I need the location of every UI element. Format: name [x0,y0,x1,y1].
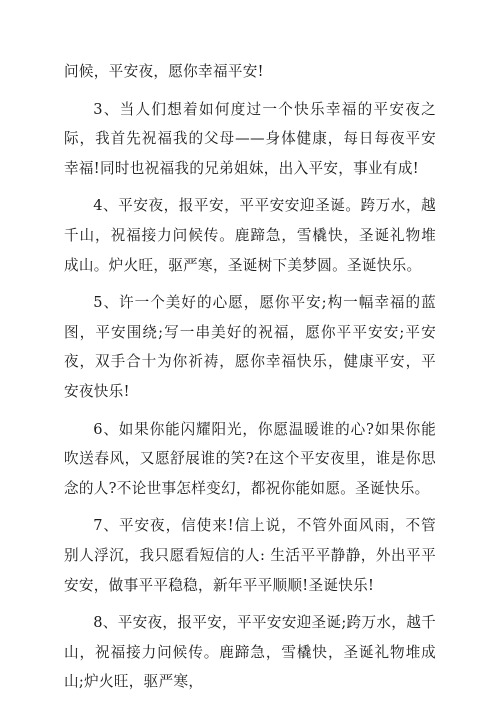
paragraph-item-4: 4、平安夜，报平安，平平安安迎圣诞。跨万水，越千山，祝福接力问候传。鹿蹄急，雪橇快，圣诞礼物堆成山。炉火旺，驱严寒，圣诞树下美梦圆。圣诞快乐。 [64,197,436,274]
paragraph-continuation: 问候，平安夜，愿你幸福平安! [64,63,264,80]
paragraph-item-8: 8、平安夜，报平安，平平安安迎圣诞;跨万水，越千山，祝福接力问候传。鹿蹄急，雪橇快，圣诞礼物堆成山;炉火旺，驱严寒， [64,614,436,691]
document-body [64,57,436,705]
paragraph-item-6: 6、如果你能闪耀阳光，你愿温暖谁的心?如果你能吹送春风，又愿舒展谁的笑?在这个平安夜里，谁是你思念的人?不论世事怎样变幻，都祝你能如愿。圣诞快乐。 [64,420,436,497]
paragraph-item-5: 5、许一个美好的心愿，愿你平安;构一幅幸福的蓝图，平安围绕;写一串美好的祝福，愿你平平安安;平安夜，双手合十为你祈祷，愿你幸福快乐，健康平安，平安夜快乐! [64,294,436,400]
paragraph-item-3: 3、当人们想着如何度过一个快乐幸福的平安夜之际，我首先祝福我的父母——身体健康，每日每夜平安幸福!同时也祝福我的兄弟姐妹，出入平安，事业有成! [64,100,436,177]
paragraph-item-7: 7、平安夜，信使来!信上说，不管外面风雨，不管别人浮沉，我只愿看短信的人: 生活平平静静，外出平平安安，做事平平稳稳，新年平平顺顺!圣诞快乐! [64,517,436,594]
